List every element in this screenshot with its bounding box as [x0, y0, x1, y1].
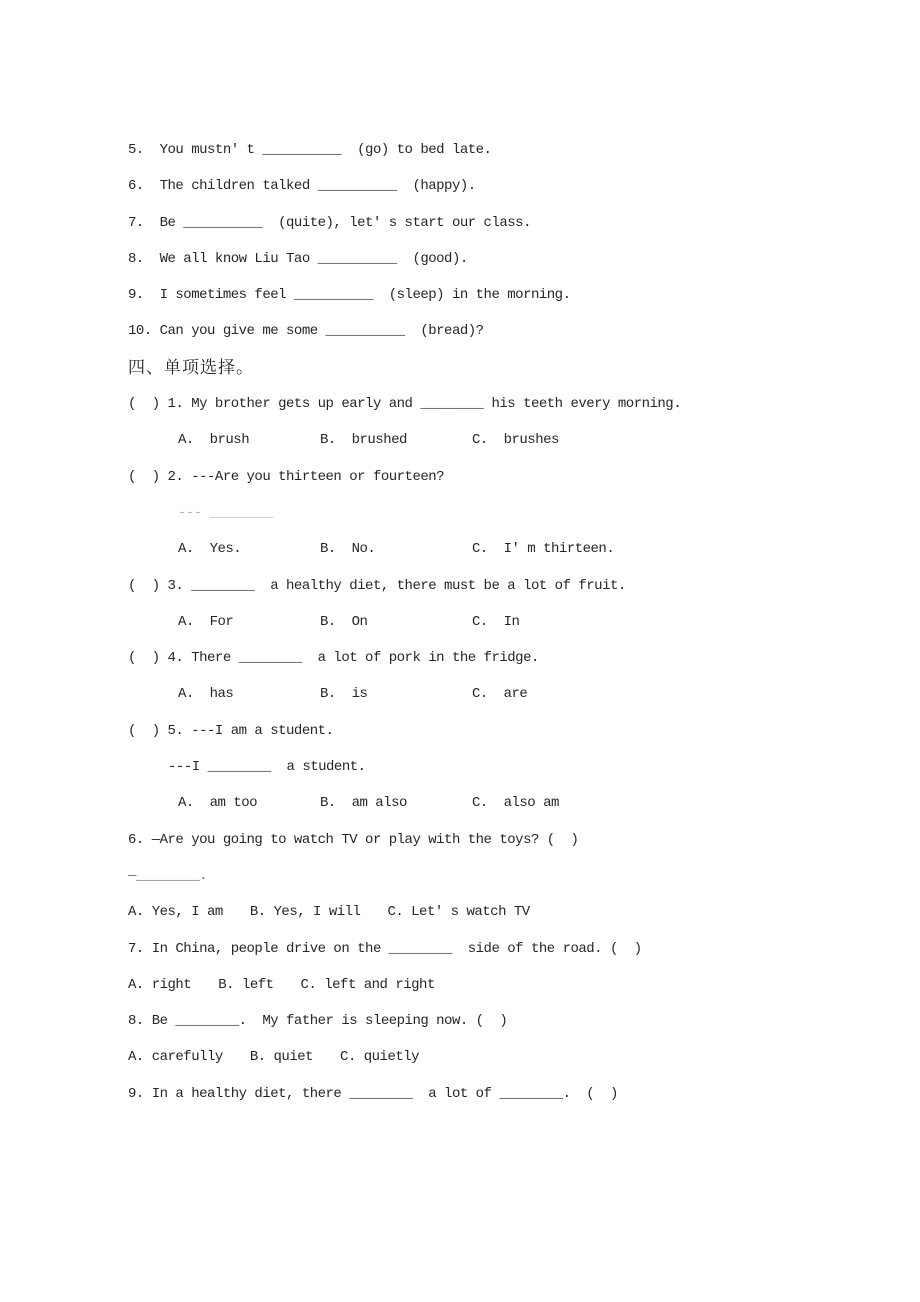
choice-q2-options	[178, 531, 890, 567]
choice-q3-question: ( ) 3. ________ a healthy diet, there must be a lot of fruit.	[128, 577, 626, 594]
choice-q1-option-c: C. brushes	[472, 432, 559, 449]
choice-q7-option-a: A. right	[128, 976, 192, 993]
choice-q6-question: 6. —Are you going to watch TV or play with the toys? ( )	[128, 831, 579, 848]
choice-q2-question: ( ) 2. ---Are you thirteen or fourteen?	[128, 468, 445, 485]
fillin-item-8: 8. We all know Liu Tao __________ (good).	[128, 250, 468, 267]
choice-q4-options	[178, 676, 890, 712]
choice-q5-question: ( ) 5. ---I am a student.	[128, 722, 334, 739]
choice-q8-option-b: B. quiet	[249, 1049, 314, 1066]
choice-q5-option-b: B. am also	[320, 795, 407, 812]
section-header-multiple-choice: 四、单项选择。	[128, 357, 254, 377]
choice-q6-options	[128, 894, 890, 930]
fillin-item-5: 5. You mustn' t __________ (go) to bed late.	[128, 142, 492, 158]
fillin-item-10: 10. Can you give me some __________ (bread)?	[128, 323, 484, 340]
choice-q2-option-a: A. Yes.	[178, 541, 242, 558]
choice-q4-question: ( ) 4. There ________ a lot of pork in the fridge.	[128, 650, 539, 667]
choice-q5-option-a: A. am too	[178, 795, 258, 812]
choice-q3-options	[178, 604, 890, 640]
choice-q7-option-c: C. left and right	[300, 976, 435, 993]
choice-q7-options	[128, 967, 890, 1003]
choice-q3-option-a: A. For	[178, 613, 234, 630]
choice-q7-question: 7. In China, people drive on the ________ side of the road. ( )	[128, 940, 642, 957]
choice-q3-option-c: C. In	[472, 613, 520, 630]
choice-q3-option-b: B. On	[320, 613, 368, 630]
choice-q2-option-c: C. I' m thirteen.	[472, 541, 615, 558]
choice-q6-option-c: C. Let' s watch TV	[387, 904, 530, 921]
choice-q6-option-a: A. Yes, I am	[128, 904, 223, 921]
fillin-item-9: 9. I sometimes feel __________ (sleep) in the morning.	[128, 287, 571, 304]
choice-q8-option-c: C. quietly	[340, 1049, 420, 1066]
choice-q6-answer-blank: —________.	[128, 867, 208, 884]
choice-q7-option-b: B. left	[218, 976, 274, 993]
choice-q6-option-b: B. Yes, I will	[249, 904, 361, 921]
choice-q9-question: 9. In a healthy diet, there ________ a lot of ________. ( )	[128, 1085, 618, 1102]
choice-q5-option-c: C. also am	[472, 795, 559, 812]
choice-q2-answer-blank: --- ________	[178, 504, 273, 521]
choice-q4-option-b: B. is	[320, 686, 368, 703]
choice-q1-question: ( ) 1. My brother gets up early and ________ his teeth every morning.	[128, 396, 682, 413]
fillin-item-7: 7. Be __________ (quite), let' s start our class.	[128, 214, 531, 231]
choice-q4-option-a: A. has	[178, 686, 234, 703]
choice-q2-option-b: B. No.	[320, 541, 376, 558]
choice-q4-option-c: C. are	[472, 686, 528, 703]
choice-q8-option-a: A. carefully	[128, 1049, 223, 1066]
choice-q8-question: 8. Be ________. My father is sleeping now. ( )	[128, 1013, 508, 1030]
choice-q5-options	[178, 785, 890, 821]
choice-q1-options	[178, 422, 890, 458]
choice-q1-option-a: A. brush	[178, 432, 250, 449]
fillin-item-6: 6. The children talked __________ (happy).	[128, 178, 476, 195]
choice-q5-answer-line: ---I ________ a student.	[168, 759, 366, 776]
choice-q1-option-b: B. brushed	[320, 432, 407, 449]
choice-q8-options	[128, 1039, 890, 1075]
